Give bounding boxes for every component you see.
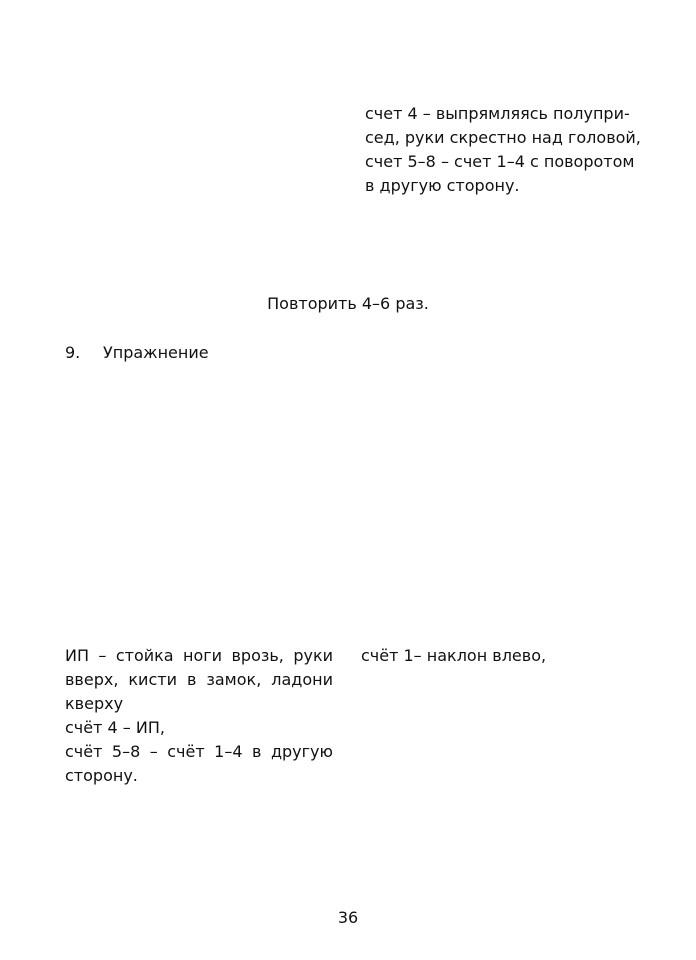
text-line: сторону.: [65, 766, 138, 785]
exercise-start-position: [65, 644, 333, 788]
text-line: в другую сторону.: [365, 176, 520, 195]
exercise-heading: [65, 341, 365, 365]
repeat-instruction: Повторить 4–6 раз.: [267, 294, 429, 313]
text-line: сед, руки скрестно над головой,: [365, 128, 641, 147]
instruction-continued: [365, 102, 641, 198]
text-line: кверху: [65, 694, 124, 713]
exercise-title: Упражнение: [103, 343, 209, 362]
text-line: ИП – стойка ноги врозь, руки: [65, 646, 333, 665]
exercise-count-description: [361, 644, 661, 668]
exercise-number: 9.: [65, 343, 81, 362]
text-line: вверх, кисти в замок, ладони: [65, 670, 333, 689]
page-number: 36: [337, 908, 359, 927]
text-line: счет 5–8 – счет 1–4 с поворотом: [365, 152, 635, 171]
text-line: счёт 5–8 – счёт 1–4 в другую: [65, 742, 333, 761]
text-line: счёт 1– наклон влево,: [361, 646, 547, 665]
text-line: счет 4 – выпрямляясь полупри-: [365, 104, 630, 123]
text-line: счёт 4 – ИП,: [65, 718, 165, 737]
